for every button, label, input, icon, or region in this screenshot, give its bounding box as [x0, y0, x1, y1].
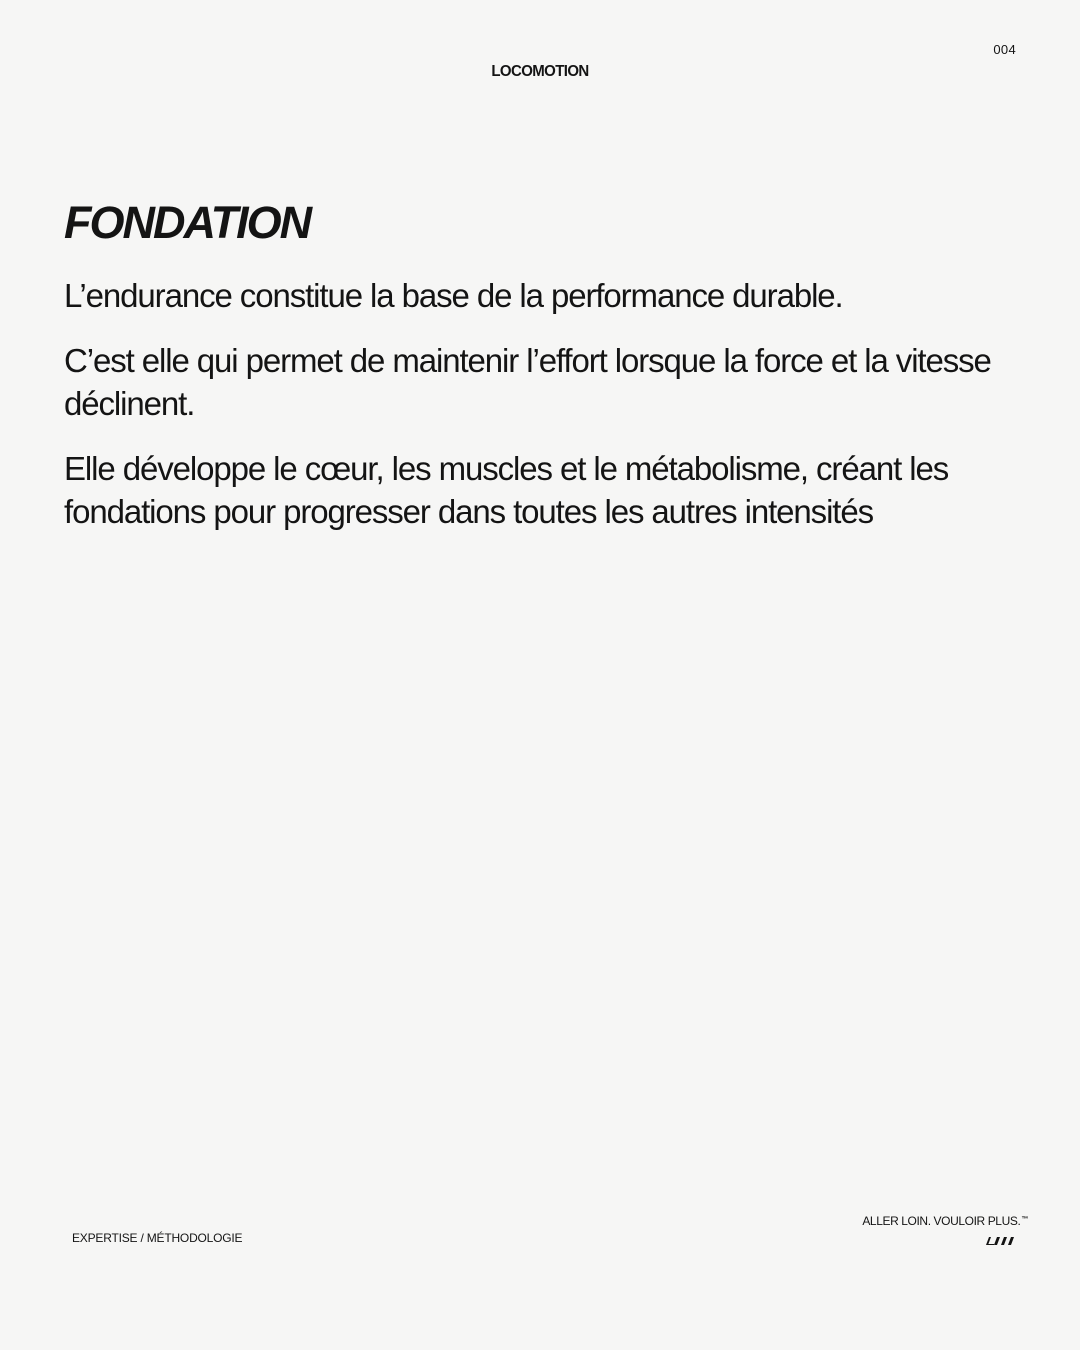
tagline-text: ALLER LOIN. VOULOIR PLUS. [862, 1214, 1021, 1228]
slash-mark-icon [984, 1233, 1018, 1251]
tagline [862, 1214, 1028, 1228]
brand-logo: LOCOMOTION [491, 62, 589, 81]
page-number: 004 [993, 42, 1016, 57]
trademark-symbol: ™ [1021, 1216, 1028, 1223]
body-text [64, 274, 1024, 555]
footer-signature [862, 1214, 1028, 1251]
page-title: FONDATION [64, 197, 311, 248]
paragraph: C’est elle qui permet de maintenir l’effort lorsque la force et la vitesse déclinent. [64, 342, 991, 422]
paragraph: Elle développe le cœur, les muscles et le métabolisme, créant les fondations pour progresser dans toutes les autres intensités [64, 450, 949, 530]
category-label: EXPERTISE / MÉTHODOLOGIE [72, 1231, 243, 1245]
paragraph: L’endurance constitue la base de la performance durable. [64, 277, 843, 314]
